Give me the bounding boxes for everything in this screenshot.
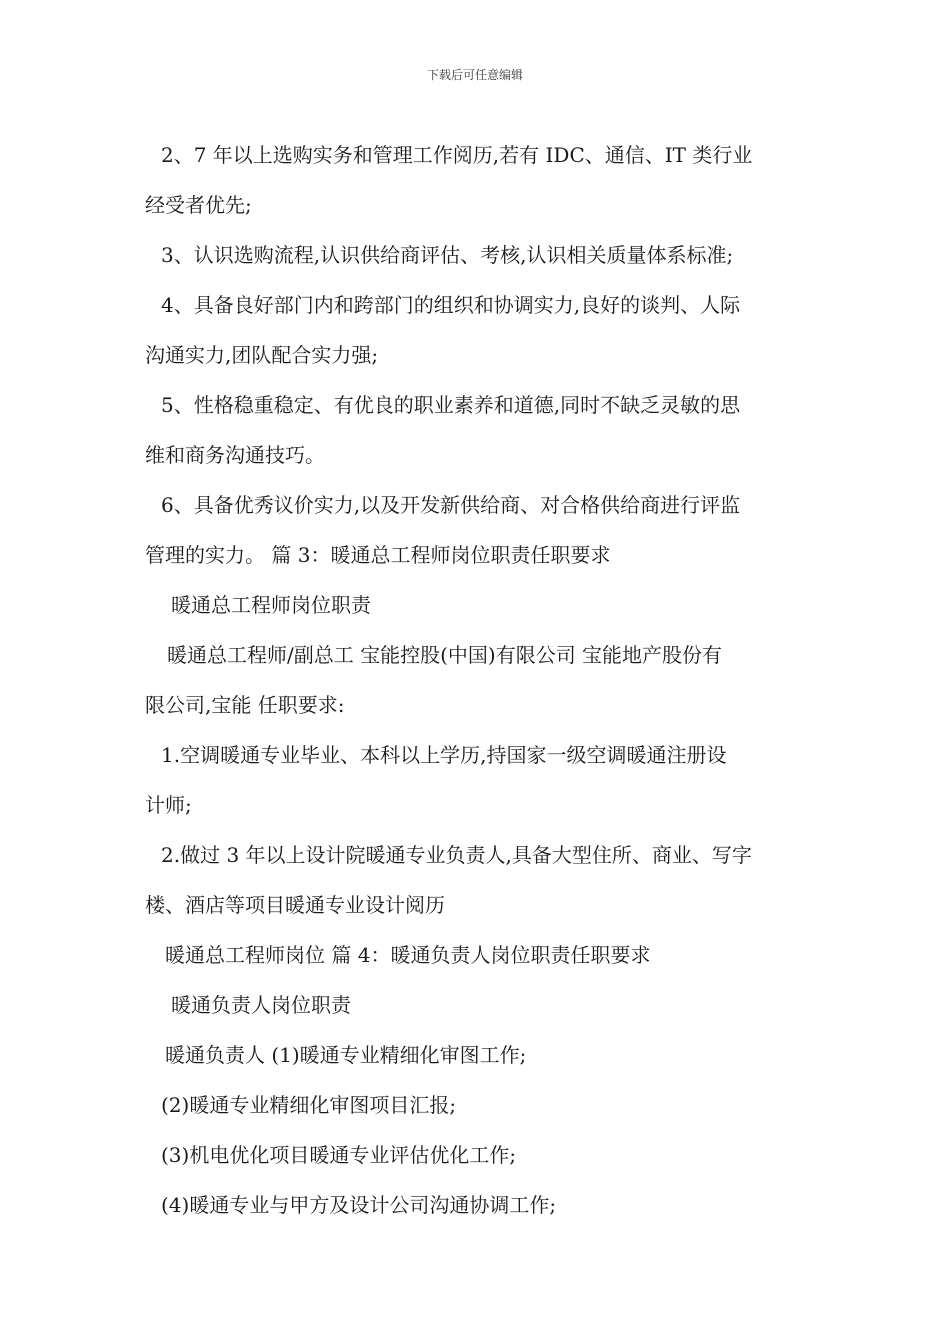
- text-line: 1.空调暖通专业毕业、本科以上学历,持国家一级空调暖通注册设: [161, 743, 727, 767]
- text-line: 管理的实力。 篇 3：暖通总工程师岗位职责任职要求: [145, 543, 611, 567]
- text-line: (2)暖通专业精细化审图项目汇报;: [161, 1093, 457, 1117]
- text-line: 5、性格稳重稳定、有优良的职业素养和道德,同时不缺乏灵敏的思: [161, 393, 741, 417]
- text-line: 楼、酒店等项目暖通专业设计阅历: [145, 893, 445, 917]
- text-line: 暖通负责人 (1)暖通专业精细化审图工作;: [165, 1043, 527, 1067]
- text-line: (4)暖通专业与甲方及设计公司沟通协调工作;: [161, 1193, 557, 1217]
- text-line: 限公司,宝能 任职要求:: [145, 693, 345, 717]
- document-body: [145, 130, 810, 1230]
- text-line: 6、具备优秀议价实力,以及开发新供给商、对合格供给商进行评监: [161, 493, 741, 517]
- text-line: 4、具备良好部门内和跨部门的组织和协调实力,良好的谈判、人际: [161, 293, 741, 317]
- text-line: 维和商务沟通技巧。: [145, 443, 325, 467]
- text-line: 沟通实力,团队配合实力强;: [145, 343, 379, 367]
- text-line: 经受者优先;: [145, 193, 252, 217]
- text-line: 暖通总工程师/副总工 宝能控股(中国)有限公司 宝能地产股份有: [167, 643, 723, 667]
- text-line: 3、认识选购流程,认识供给商评估、考核,认识相关质量体系标准;: [161, 243, 734, 267]
- text-line: 计师;: [145, 793, 192, 817]
- text-line: 暖通总工程师岗位 篇 4：暖通负责人岗位职责任职要求: [165, 943, 651, 967]
- text-line: (3)机电优化项目暖通专业评估优化工作;: [161, 1143, 517, 1167]
- text-line: 暖通负责人岗位职责: [171, 993, 351, 1017]
- page-header: 下载后可任意编辑: [426, 68, 523, 82]
- text-line: 暖通总工程师岗位职责: [171, 593, 371, 617]
- text-line: 2.做过 3 年以上设计院暖通专业负责人,具备大型住所、商业、写字: [161, 843, 752, 867]
- text-line: 2、7 年以上选购实务和管理工作阅历,若有 IDC、通信、IT 类行业: [161, 143, 753, 167]
